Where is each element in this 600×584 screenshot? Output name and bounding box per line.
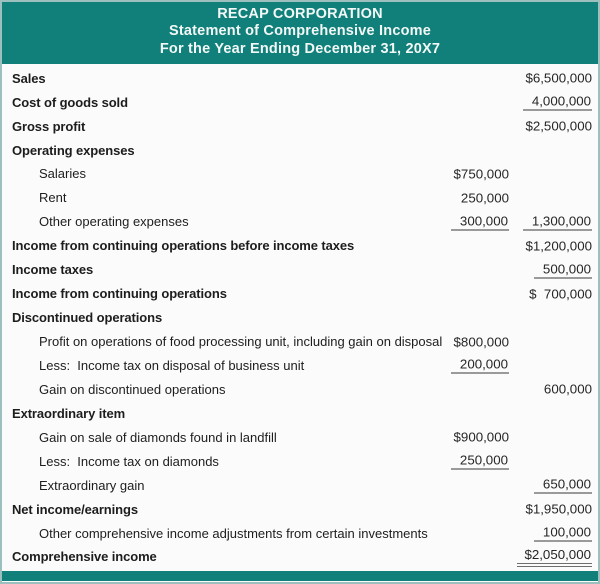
statement-row (2, 473, 598, 497)
footer-bar (2, 571, 598, 581)
amount-right-column: $1,200,000 (525, 238, 592, 254)
row-label: Gain on discontinued operations (39, 381, 226, 397)
row-label: Other operating expenses (39, 214, 189, 230)
statement-period: For the Year Ending December 31, 20X7 (159, 40, 441, 57)
amount-middle-column: 200,000 (451, 357, 509, 374)
amount-right-column: 500,000 (534, 261, 592, 278)
row-label: Rent (39, 190, 67, 206)
amount-middle-column: 300,000 (451, 213, 509, 230)
amount-right-column: $1,950,000 (525, 501, 592, 517)
amount-right-column: 100,000 (534, 525, 592, 542)
amount-middle-column: $800,000 (453, 334, 509, 349)
row-label: Gain on sale of diamonds found in landfill (39, 429, 277, 445)
amount-right-column: $ 700,000 (529, 286, 592, 302)
statement-row (2, 497, 598, 521)
statement-row (2, 138, 598, 162)
statement-row (2, 282, 598, 306)
amount-right-column: $6,500,000 (525, 70, 592, 86)
amount-right-column: 4,000,000 (523, 94, 592, 111)
row-label: Comprehensive income (12, 549, 157, 565)
amount-right-column: 1,300,000 (523, 213, 592, 230)
amount-middle-column: 250,000 (460, 190, 509, 206)
amount-right-column: 600,000 (543, 381, 592, 397)
statement-row (2, 210, 598, 234)
row-label: Other comprehensive income adjustments from certain investments (39, 525, 428, 541)
statement-row (2, 425, 598, 449)
row-label: Income taxes (12, 262, 94, 278)
statement-row (2, 401, 598, 425)
statement-title: Statement of Comprehensive Income (168, 23, 432, 40)
row-label: Net income/earnings (12, 501, 138, 517)
row-label: Profit on operations of food processing unit, including gain on disposal (39, 334, 443, 349)
row-label: Income from continuing operations (12, 286, 227, 302)
row-label: Less: Income tax on diamonds (39, 453, 219, 469)
row-label: Less: Income tax on disposal of business unit (39, 357, 305, 373)
amount-middle-column: $750,000 (453, 166, 509, 182)
statement-rows (2, 64, 598, 571)
row-label: Operating expenses (12, 142, 135, 158)
statement-row (2, 90, 598, 114)
statement-row (2, 353, 598, 377)
amount-middle-column: $900,000 (453, 429, 509, 445)
row-label: Sales (12, 70, 46, 86)
row-label: Extraordinary gain (39, 477, 145, 493)
statement-row (2, 114, 598, 138)
row-label: Income from continuing operations before income taxes (12, 238, 355, 254)
row-label: Salaries (39, 166, 86, 182)
statement-row (2, 234, 598, 258)
statement-row (2, 186, 598, 210)
row-label: Discontinued operations (12, 310, 163, 326)
statement-row (2, 521, 598, 545)
company-name: RECAP CORPORATION (217, 6, 383, 22)
amount-right-column: 650,000 (534, 477, 592, 494)
statement-row (2, 306, 598, 330)
statement-row (2, 545, 598, 569)
amount-right-column: $2,050,000 (517, 547, 592, 567)
row-label: Extraordinary item (12, 405, 126, 421)
statement-row (2, 66, 598, 90)
statement-row (2, 162, 598, 186)
amount-middle-column: 250,000 (451, 453, 509, 470)
amount-right-column: $2,500,000 (525, 118, 592, 134)
row-label: Gross profit (12, 118, 86, 134)
statement-row (2, 258, 598, 282)
statement-row (2, 330, 598, 354)
row-label: Cost of goods sold (12, 94, 128, 110)
statement-row (2, 449, 598, 473)
statement-row (2, 377, 598, 401)
statement-header-banner (2, 2, 598, 64)
